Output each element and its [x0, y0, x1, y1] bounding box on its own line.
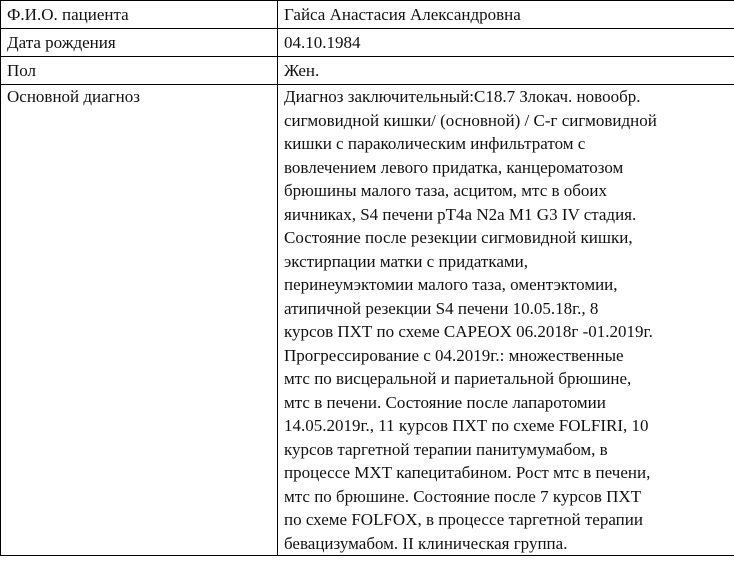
row-patient-name [1, 1, 734, 29]
label-patient-name: Ф.И.О. пациента [1, 1, 278, 29]
label-birth-date: Дата рождения [1, 29, 278, 57]
row-sex [1, 57, 734, 85]
label-sex: Пол [1, 57, 278, 85]
value-sex: Жен. [278, 57, 734, 85]
row-birth-date [1, 29, 734, 57]
value-main-diagnosis: Диагноз заключительный:С18.7 Злокач. новообр. сигмовидной кишки/ (основной) / С-г сигмовидной кишки с параколическим инфильтратом с вовлечением левого придатка, канцероматозом брюшины малого таза, асцитом, мтс в обоих яичниках, S4 печени pT4a N2a M1 G3 IV стадия. Состояние после резекции сигмовидной кишки, экстирпации матки с придатками, перинеумэктомии малого таза, оментэктомии, атипичной резекции S4 печени 10.05.18г., 8 курсов ПХТ по схеме CAPEOX 06.2018г -01.2019г. Прогрессирование с 04.2019г.: множественные мтс по висцеральной и париетальной брюшине, мтс в печени. Состояние после лапаротомии 14.05.2019г., 11 курсов ПХТ по схеме FOLFIRI, 10 курсов таргетной терапии панитумумабом, в процессе МХТ капецитабином. Рост мтс в печени, мтс по брюшине. Состояние после 7 курсов ПХТ по схеме FOLFOX, в процессе таргетной терапии бевацизумабом. II клиническая группа. [278, 85, 734, 556]
label-main-diagnosis: Основной диагноз [1, 85, 278, 556]
row-main-diagnosis [1, 85, 734, 556]
value-birth-date: 04.10.1984 [278, 29, 734, 57]
value-patient-name: Гайса Анастасия Александровна [278, 1, 734, 29]
